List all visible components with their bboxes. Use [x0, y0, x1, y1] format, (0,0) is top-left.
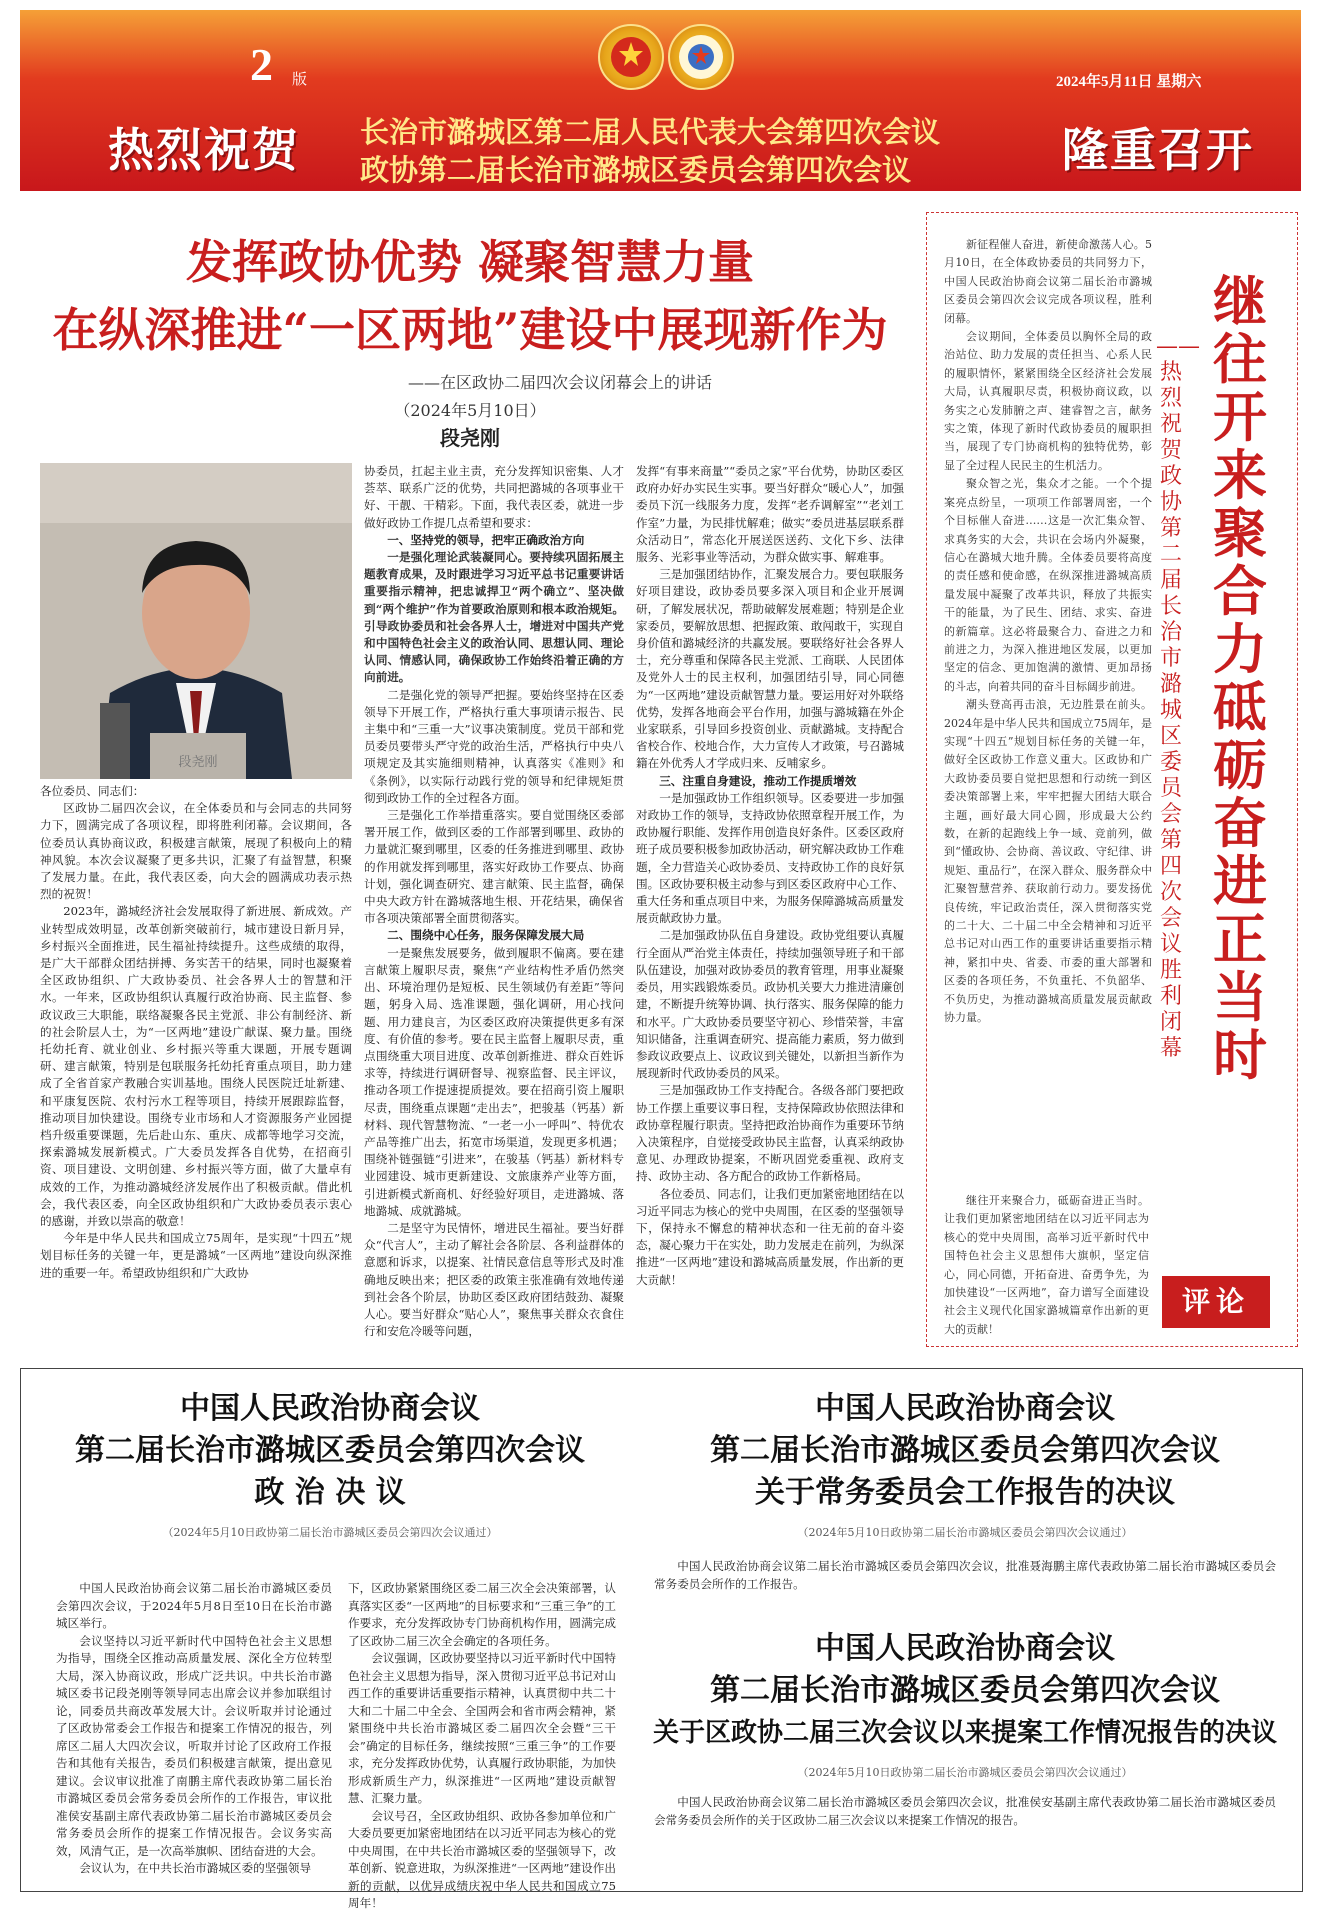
resolution-title-line-1: 中国人民政治协商会议: [815, 1631, 1115, 1666]
salutation: 各位委员、同志们：: [40, 784, 145, 798]
comment-tag: 评论: [1162, 1276, 1270, 1328]
paragraph: 会议认为，在中共长治市潞城区委的坚强领导: [79, 1861, 312, 1875]
section-heading: 二、围绕中心任务，服务保障发展大局: [387, 928, 585, 943]
resolution-title-line-1: 中国人民政治协商会议: [180, 1391, 480, 1426]
commentary-title: 继往开来聚合力 砥砺奋进正当时: [1213, 269, 1267, 1087]
paragraph: 今年是中华人民共和国成立75周年，是实现“十四五”规划目标任务的关键一年，更是潞城“一区两地”建设向纵深推进的重要一年。希望政协组织和广大政协: [40, 1231, 352, 1280]
article-title-line-2: 在纵深推进“一区两地”建设中展现新作为: [52, 303, 888, 357]
article-column-2: [364, 463, 624, 1340]
paragraph: 协委员，扛起主业主责，充分发挥知识密集、人才荟萃、联系广泛的优势，共同把潞城的各项事业干好、干靓、干精彩。下面，我代表区委，就进一步做好政协工作提几点希望和要求：: [364, 464, 624, 530]
section-heading: 一、坚持党的领导，把牢正确政治方向: [387, 532, 585, 547]
paragraph: 会议坚持以习近平新时代中国特色社会主义思想为指导，围绕全区推动高质量发展、深化全方位转型大局，深入协商议政，形成广泛共识。中共长治市潞城区委书记段尧刚等领导同志出席会议并参加联组讨论，同委员共商改革发展大计。会议听取并讨论通过了区政协常委会工作报告和提案工作情况的报告，列席区二届人大四次会议，听取并讨论了区政府工作报告和其他有关报告，委员们积极建言献策，提出意见建议。会议审议批准了南鹏主席代表政协第二届长治市潞城区委员会常务委员会所作的工作报告，审议批准侯安基副主席代表政协第二届长治市潞城区委员会常务委员会所作的提案工作情况报告。会议务实高效，风清气正，是一次高举旗帜、团结奋进的大会。: [56, 1633, 332, 1858]
page-suffix: 版: [292, 71, 308, 88]
resolution-title-line-3: 关于区政协二届三次会议以来提案工作情况报告的决议: [652, 1718, 1277, 1748]
speaker-illustration: [40, 463, 352, 779]
paragraph: 一是聚焦发展要务，做到履职不偏离。要在建言献策上履职尽责，聚焦“产业结构性矛盾仍然突出、环境治理仍是短板、民生领域仍有差距”等问题，躬身入局、选准课题，强化调研，用心找问题、用力建良言，为区委区政府决策提供更多有深度、有价值的参考。要在民主监督上履职尽责，重点围绕重大项目进度、改革创新推进、群众百姓诉求等，持续进行调研督导、视察监督、民主评议，推动各项工作提速提质提效。要在招商引资上履职尽责，围绕重点课题“走出去”，把骏基（钙基）新材料、现代智慧物流、“一老一小一呼叫”、特优农产品等推广出去，拓宽市场渠道，发现更多机遇；围绕补链强链“引进来”，在骏基（钙基）新材料专业园建设、城市更新建设、文旅康养产业等方面，引进新模式新商机、好经验好项目，走进潞城、落地潞城、成就潞城。: [364, 945, 624, 1218]
commentary-subtitle: ——热烈祝贺政协第二届长治市潞城区委员会第四次会议胜利闭幕: [1156, 334, 1200, 1061]
left-slogan: 热烈祝贺: [108, 123, 300, 177]
resolution-political: [30, 1388, 630, 1540]
photo-nameplate: 段尧刚: [178, 755, 218, 770]
page-number: 2: [250, 39, 273, 90]
resolution-body: [654, 1558, 1276, 1593]
resolution-title-line-2: 第二届长治市潞城区委员会第四次会议: [710, 1673, 1220, 1708]
paragraph: 中国人民政治协商会议第二届长治市潞城区委员会第四次会议，于2024年5月8日至10日在长治市潞城区举行。: [56, 1581, 332, 1630]
banner-line-1: 长治市潞城区第二届人民代表大会第四次会议: [360, 115, 941, 149]
paragraph: 继往开来聚合力，砥砺奋进正当时。让我们更加紧密地团结在以习近平同志为核心的党中央周围，高举习近平新时代中国特色社会主义思想伟大旗帜，坚定信心，同心同德，开拓奋进、奋勇争先，为加快建设“一区两地”，奋力谱写全面建设社会主义现代化国家潞城篇章作出新的更大的贡献！: [944, 1194, 1149, 1336]
resolution-note: （2024年5月10日政协第二届长治市潞城区委员会第四次会议通过）: [162, 1526, 498, 1539]
paragraph: 发挥“有事来商量”“委员之家”平台优势，协助区委区政府办好办实民生实事。要当好群众“暖心人”，加强委员下沉一线服务力度，发挥“老乔调解室”“老刘工作室”力量，为民排忧解难；做实“委员进基层联系群众活动日”，常态化开展送医送药、文化下乡、法律服务、光彩事业等活动，为群众做实事、解难事。: [636, 464, 904, 565]
paragraph: 各位委员、同志们，让我们更加紧密地团结在以习近平同志为核心的党中央周围，在区委的坚强领导下，保持永不懈怠的精神状态和一往无前的奋斗姿态，凝心聚力干在实处，助力发展走在前列，为纵深推进“一区两地”建设和潞城高质量发展，作出新的更大贡献！: [636, 1186, 904, 1287]
banner-line-2: 政协第二届长治市潞城区委员会第四次会议: [360, 153, 912, 187]
resolution-political-col-1: [56, 1580, 332, 1878]
resolution-political-col-2: [348, 1580, 616, 1913]
article-column-3: [636, 463, 904, 1289]
resolution-note: （2024年5月10日政协第二届长治市潞城区委员会第四次会议通过）: [797, 1526, 1133, 1539]
article-author: 段尧刚: [440, 426, 500, 450]
resolution-body: [654, 1794, 1276, 1829]
cppcc-emblem-icon: [668, 24, 734, 90]
paragraph: 二是坚守为民情怀，增进民生福祉。要当好群众“代言人”，主动了解社会各阶层、各利益群体的意愿和诉求，以提案、社情民意信息等形式及时准确地反映出来；把区委的政策主张准确有效地传递到社会各个阶层，协助区委区政府团结鼓劲、凝聚人心。要当好群众“贴心人”，聚焦事关群众衣食住行和安危冷暖等问题，: [364, 1220, 624, 1339]
resolution-title-line-2: 第二届长治市潞城区委员会第四次会议: [710, 1433, 1220, 1468]
paragraph: 三是加强政协工作支持配合。各级各部门要把政协工作摆上重要议事日程，支持保障政协依照法律和政协章程履行职责。坚持把政治协商作为重要环节纳入决策程序，自觉接受政协民主监督，认真采纳政协意见、办理政协提案，不断巩固党委重视、政府支持、政协主动、各方配合的政协工作新格局。: [636, 1083, 904, 1184]
article-date: （2024年5月10日）: [394, 401, 546, 420]
paragraph: 潮头登高再击浪，无边胜景在前头。2024年是中华人民共和国成立75周年，是实现“十四五”规划目标任务的关键一年，做好全区政协工作意义重大。区政协和广大政协委员要自觉把思想和行动统一到区委决策部署上来，牢牢把握大团结大联合主题，画好最大同心圆，形成最大公约数，在新的起跑线上争一域、竞前列，做到“懂政协、会协商、善议政、守纪律、讲规矩、重品行”，在深入群众、服务群众中汇聚智慧营养、获取前行动力。要发扬优良传统，牢记政治责任，深入贯彻落实党的二十大、二十届二中全会精神和习近平总书记对山西工作的重要讲话重要指示精神，紧扣中央、省委、市委的重大部署和区委的各项任务，不负重托、不负韶华、不负历史，为推动潞城高质量发展贡献政协力量。: [944, 698, 1152, 1025]
article-subtitle: ——在区政协二届四次会议闭幕会上的讲话: [407, 373, 712, 392]
paragraph: 新征程催人奋进，新使命激荡人心。5月10日，在全体政协委员的共同努力下，中国人民政治协商会议第二届长治市潞城区委员会第四次会议完成各项议程，胜利闭幕。: [944, 238, 1152, 325]
right-slogan: 隆重召开: [1062, 123, 1254, 177]
resolution-title-line-3: 政 治 决 议: [254, 1475, 406, 1510]
commentary-body: [944, 236, 1152, 1027]
resolution-standing-committee: [640, 1388, 1290, 1593]
paragraph: 区政协二届四次会议，在全体委员和与会同志的共同努力下，圆满完成了各项议程，即将胜利闭幕。会议期间，各位委员认真协商议政，积极建言献策，展现了积极向上的精神风貌。本次会议凝聚了更多共识，汇聚了有益智慧，积聚了发展力量。在此，我代表区委，向大会的圆满成功表示热烈的祝贺！: [40, 801, 352, 902]
paragraph: 中国人民政治协商会议第二届长治市潞城区委员会第四次会议，批准侯安基副主席代表政协第二届长治市潞城区委员会常务委员会所作的关于区政协二届三次会议以来提案工作情况的报告。: [654, 1795, 1276, 1827]
resolution-note: （2024年5月10日政协第二届长治市潞城区委员会第四次会议通过）: [797, 1766, 1133, 1779]
section-heading: 三、注重自身建设，推动工作提质增效: [659, 773, 857, 788]
article-title-line-1: 发挥政协优势 凝聚智慧力量: [185, 235, 754, 289]
paragraph: 中国人民政治协商会议第二届长治市潞城区委员会第四次会议，批准聂海鹏主席代表政协第二届长治市潞城区委员会常务委员会所作的工作报告。: [654, 1559, 1276, 1591]
issue-date: 2024年5月11日 星期六: [1056, 74, 1202, 90]
resolution-proposals: [640, 1628, 1290, 1829]
national-emblem-icon: [598, 24, 664, 90]
paragraph: 二是强化党的领导严把握。要始终坚持在区委领导下开展工作，严格执行重大事项请示报告、民主集中和“三重一大”议事决策制度。党员干部和党员委员要带头严守党的政治生活，严格执行中央八项规定及其实施细则精神，认真落实《准则》和《条例》，以实际行动践行党的领导和纪律规矩贯彻到政协工作的全过程各方面。: [364, 687, 624, 805]
resolution-title-line-2: 第二届长治市潞城区委员会第四次会议: [75, 1433, 585, 1468]
paragraph: 一是强化理论武装凝同心。要持续巩固拓展主题教育成果，及时跟进学习习近平总书记重要讲话重要指示精神，把忠诚捍卫“两个确立”、坚决做到“两个维护”作为首要政治原则和根本政治规矩。引导政协委员和社会各界人士，增进对中国共产党和中国特色社会主义的政治认同、思想认同、理论认同、情感认同，确保政协工作始终沿着正确的方向前进。: [364, 550, 624, 685]
paragraph: 会议号召，全区政协组织、政协各参加单位和广大委员要更加紧密地团结在以习近平同志为核心的党中央周围，在中共长治市潞城区委的坚强领导下，改革创新、锐意进取，为纵深推进“一区两地”建设作出新的贡献，以优异成绩庆祝中华人民共和国成立75周年！: [348, 1808, 616, 1910]
paragraph: 三是加强团结协作，汇聚发展合力。要包联服务好项目建设，政协委员要多深入项目和企业开展调研，了解发展状况，帮助破解发展难题；特别是企业家委员，要解放思想、把握政策、敢闯敢干，实现自身价值和潞城经济的共赢发展。要联络好社会各界人士，充分尊重和保障各民主党派、工商联、人民团体及党外人士的民主权利，加强团结引导，同心同德为“一区两地”建设贡献智慧力量。要运用好对外联络优势，发挥各地商会平台作用，加强与潞城籍在外企业家联系，引导回乡投资创业、贡献潞城。支持配合省校合作、校地合作，大力宣传人才政策，号召潞城籍在外优秀人才学成归来、反哺家乡。: [636, 567, 904, 771]
paragraph: 聚众智之光，集众才之能。一个个提案亮点纷呈，一项项工作部署周密，一个个目标催人奋进……这是一次汇集众智、求真务实的大会，共识在会场内外凝聚，信心在潞城大地升腾。全体委员要将高度的责任感和使命感，在纵深推进潞城高质量发展中凝聚了改革共识，释放了共振实干的能量，为了民生、团结、求实、奋进的新篇章。这必将最聚合力、奋进之力和前进之力，为深入推进地区发展，以更加坚定的信念、更加饱满的激情、更加昂扬的斗志，向着共同的奋斗目标阔步前进。: [944, 477, 1152, 693]
article-column-1: [40, 783, 352, 1282]
paragraph: 二是加强政协队伍自身建设。政协党组要认真履行全面从严治党主体责任，持续加强领导班子和干部队伍建设，加强对政协委员的教育管理，用事业凝聚委员，用实践锻炼委员。政协机关要大力推进清廉创建，不断提升统筹协调、执行落实、服务保障的能力和水平。广大政协委员要坚守初心、珍惜荣誉，丰富知识储备，注重调查研究、提高能力素质，努力做到参政议政要点上、议政议到关键处，以新担当新作为展现新时代政协委员的风采。: [636, 928, 904, 1081]
paragraph: 一是加强政协工作组织领导。区委要进一步加强对政协工作的领导，支持政协依照章程开展工作，为政协履行职能、发挥作用创造良好条件。区委区政府班子成员要积极参加政协活动，研究解决政协工作难题，全力营造关心政协委员、支持政协工作的良好氛围。区政协要积极主动参与到区委区政府中心工作、重大任务和重点项目中来，为服务保障潞城高质量发展贡献政协力量。: [636, 790, 904, 926]
paragraph: 2023年，潞城经济社会发展取得了新进展、新成效。产业转型成效明显，改革创新突破前行，城市建设日新月异，乡村振兴全面推进，民生福祉持续提升。这些成绩的取得，是广大干部群众团结拼搏、务实苦干的结果，同时也凝聚着全区政协组织、广大政协委员、社会各界人士的智慧和汗水。一年来，区政协组织认真履行政治协商、民主监督、参政议政三大职能，联络凝聚各民主党派、非公有制经济、新的社会阶层人士，为“一区两地”建设广献谋、聚力量。围绕托幼托育、就业创业、乡村振兴等重大课题，开展专题调研、建言献策，特别是包联服务托幼托育重点项目，助力建成了全省首家产教融合实训基地。围绕人民医院迁址新建、和平康复医院、农村污水工程等项目，持续开展跟踪监督，推动项目加快建设。围绕专业市场和人才资源服务产业园提档升级重要课题，先后赴山东、重庆、成都等地学习交流，探索潞城发展新模式。广大委员发挥各自优势，在招商引资、项目建设、文明创建、乡村振兴等方面，做了大量卓有成效的工作，为推动潞城经济发展作出了积极贡献。借此机会，我代表区委，向全区政协组织和广大政协委员表示衷心的感谢，并致以崇高的敬意！: [40, 904, 352, 1229]
resolution-title-line-3: 关于常务委员会工作报告的决议: [755, 1475, 1175, 1510]
paragraph: 三是强化工作举措重落实。要自觉围绕区委部署开展工作，做到区委的工作部署到哪里、政协的力量就汇聚到哪里，区委的任务推进到哪里、政协的作用就发挥到哪里，落实好政协工作要点、协商计划，强化调查研究、建言献策、民主监督，确保中央大政方针在潞城落地生根、开花结果，确保省市各项决策部署全面贯彻落实。: [364, 808, 624, 926]
paragraph: 下，区政协紧紧围绕区委二届三次全会决策部署，认真落实区委“一区两地”的目标要求和“三重三争”的工作要求，充分发挥政协专门协商机构作用，圆满完成了区政协二届三次全会确定的各项任务。: [348, 1581, 616, 1648]
paragraph: 会议期间，全体委员以胸怀全局的政治站位、助力发展的责任担当、心系人民的履职情怀，紧紧围绕全区经济社会发展大局，认真履职尽责，积极协商议政，以务实之心发肺腑之声、建睿智之言，献务实之策，体现了新时代政协委员的履职担当，展现了专门协商机构的独特优势，彰显了全过程人民民主的生机活力。: [944, 330, 1152, 472]
masthead-banner: [20, 10, 1301, 191]
resolution-title-line-1: 中国人民政治协商会议: [815, 1391, 1115, 1426]
speaker-photo: [40, 463, 352, 779]
paragraph: 会议强调，区政协要坚持以习近平新时代中国特色社会主义思想为指导，深入贯彻习近平总书记对山西工作的重要讲话重要指示精神，认真贯彻中共二十大和二十届二中全会、全国两会和省市两会精神，紧紧围绕中共长治市潞城区委二届四次全会暨“三干会”确定的目标任务，继续按照“三重三争”的工作要求，充分发挥政协优势，认真履行政协职能，为加快形成新质生产力，纵深推进“一区两地”建设贡献智慧、汇聚力量。: [348, 1651, 616, 1805]
